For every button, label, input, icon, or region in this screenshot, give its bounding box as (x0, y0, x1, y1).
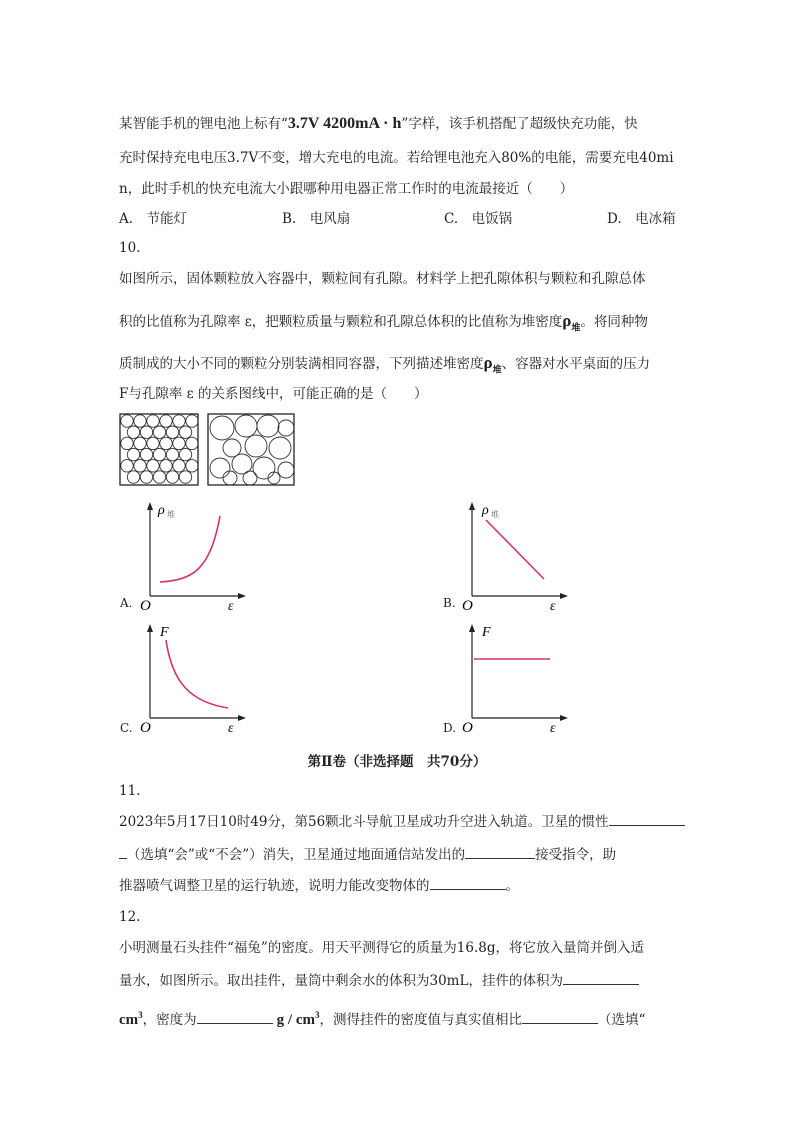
q12-line2 (119, 969, 639, 989)
rho-symbol: $\rho_堆$ (562, 311, 581, 333)
small-particle (153, 426, 165, 438)
small-particle (160, 415, 172, 427)
small-particle (160, 460, 172, 472)
unit-density: g / $cm^3$ (276, 1010, 320, 1028)
chart-a-origin: O (140, 598, 151, 612)
q11-line2 (119, 843, 616, 863)
small-particle (127, 448, 139, 460)
chart-b-line (486, 520, 544, 579)
q10-line2-post: 。将同种物 (580, 314, 648, 330)
small-particles (121, 415, 198, 483)
chart-a-x-axis: ε (228, 599, 234, 612)
chart-a-y-sub: 堆 (167, 510, 175, 519)
chart-a[interactable] (138, 500, 248, 612)
chart-a-y-axis: ρ (158, 503, 165, 518)
battery-label: 3.7V 4200mA · h (287, 115, 402, 132)
q12-line3-c: （选填“ (597, 1012, 646, 1028)
q12-blank-density[interactable] (197, 1009, 273, 1024)
q11-blank-1-cont[interactable] (119, 844, 127, 859)
small-particle (121, 415, 133, 427)
q12-line2-text: 量水，如图所示。取出挂件，量筒中剩余水的体积为30mL，挂件的体积为 (119, 973, 563, 989)
small-particle (147, 437, 159, 449)
q9-option-b[interactable]: B. 电风扇 (282, 211, 351, 227)
chart-b-label[interactable]: B. (443, 596, 456, 610)
small-particle (140, 448, 152, 460)
q10-line3 (119, 352, 650, 375)
q10-line3-post: 、容器对水平桌面的压力 (501, 356, 651, 372)
q9-line2: 充时保持充电电压3.7V不变，增大充电的电流。若给锂电池充入80%的电能，需要充电40mi (119, 150, 674, 166)
small-particle (153, 448, 165, 460)
small-particle (127, 471, 139, 483)
q12-line1: 小明测量石头挂件“福兔”的密度。用天平测得它的质量为16.8g，将它放入量筒并倒入适 (119, 940, 645, 956)
small-particle (173, 460, 185, 472)
small-particle (140, 471, 152, 483)
small-particle (166, 426, 178, 438)
q11-line2-b: 接受指令，助 (535, 847, 617, 863)
small-particle (186, 437, 198, 449)
chart-b[interactable] (460, 500, 570, 612)
small-particle (186, 415, 198, 427)
q10-number: 10. (119, 240, 141, 256)
q10-line2 (119, 310, 648, 333)
q11-blank-1[interactable] (609, 811, 685, 826)
chart-c-label[interactable]: C. (120, 721, 133, 735)
q12-blank-volume[interactable] (563, 970, 639, 985)
chart-c-origin: O (140, 720, 151, 734)
q12-blank-compare[interactable] (522, 1009, 598, 1024)
q11-blank-2[interactable] (465, 844, 535, 859)
small-particle (166, 448, 178, 460)
small-particle (173, 437, 185, 449)
q12-line3-b: ，测得挂件的密度值与真实值相比 (319, 1012, 522, 1028)
q11-number: 11. (119, 783, 141, 799)
unit-cm3: $cm^3$ (119, 1010, 143, 1028)
q9-option-d[interactable]: D. 电冰箱 (607, 211, 676, 227)
section-title: 第Ⅱ卷（非选择题 共70分） (307, 754, 487, 770)
chart-c-y-axis: F (160, 625, 169, 640)
large-particles (210, 415, 294, 485)
small-particle (160, 437, 172, 449)
rho-symbol-2: $\rho_堆$ (483, 353, 502, 375)
q12-line3 (119, 1008, 645, 1029)
q12-number: 12. (119, 909, 141, 925)
chart-b-x-axis: ε (550, 599, 556, 612)
q9-line3: n，此时手机的快充电流大小跟哪种用电器正常工作时的电流最接近（ ） (119, 181, 574, 197)
chart-d-y-axis: F (482, 625, 491, 640)
chart-b-y-sub: 堆 (491, 510, 499, 519)
small-particle (121, 437, 133, 449)
q9-line1-pre: 某智能手机的锂电池上标有 (119, 116, 281, 132)
small-particle (121, 460, 133, 472)
small-particle (127, 426, 139, 438)
q11-line1-text: 2023年5月17日10时49分，第56颗北斗导航卫星成功升空进入轨道。卫星的惯性 (119, 814, 609, 830)
chart-d-label[interactable]: D. (443, 721, 457, 735)
small-particle (134, 460, 146, 472)
chart-a-curve (160, 516, 220, 582)
q12-line3-a: ，密度为 (142, 1012, 197, 1028)
q10-line3-pre: 质制成的大小不同的颗粒分别装满相同容器，下列描述堆密度 (119, 356, 484, 372)
q10-line2-pre: 积的比值称为孔隙率 ε，把颗粒质量与颗粒和孔隙总体积的比值称为堆密度 (119, 314, 563, 330)
q11-blank-3[interactable] (430, 875, 506, 890)
q11-line3-a: 推器喷气调整卫星的运行轨迹，说明力能改变物体的 (119, 878, 430, 894)
small-particle (134, 437, 146, 449)
q11-line2-a: （选填“会”或“不会”）消失，卫星通过地面通信站发出的 (127, 847, 466, 863)
q9-option-a[interactable]: A. 节能灯 (119, 211, 188, 227)
chart-a-label[interactable]: A. (120, 596, 133, 610)
small-particle (147, 415, 159, 427)
small-particle (179, 448, 191, 460)
q9-quote-close: ” (401, 116, 409, 132)
small-particle (173, 415, 185, 427)
small-particle (153, 471, 165, 483)
small-particle (140, 426, 152, 438)
q11-line3-b: 。 (505, 878, 519, 894)
chart-c[interactable] (138, 622, 248, 734)
q11-line3 (119, 874, 519, 894)
q9-line1 (119, 112, 638, 133)
q9-option-c[interactable]: C. 电饭锅 (444, 211, 513, 227)
chart-c-curve (166, 640, 228, 708)
small-particle (186, 460, 198, 472)
small-particle (179, 471, 191, 483)
chart-c-x-axis: ε (228, 721, 234, 734)
q10-line1: 如图所示，固体颗粒放入容器中，颗粒间有孔隙。材料学上把孔隙体积与颗粒和孔隙总体 (119, 271, 646, 287)
small-particle (134, 415, 146, 427)
particle-figure (118, 412, 298, 488)
small-particle (166, 471, 178, 483)
large-particle-container (208, 414, 294, 485)
q11-line1 (119, 810, 685, 830)
chart-d[interactable] (460, 622, 570, 734)
q9-quote-open: “ (281, 116, 288, 132)
small-particle (179, 426, 191, 438)
chart-d-x-axis: ε (550, 721, 556, 734)
chart-b-origin: O (462, 598, 473, 612)
chart-b-y-axis: ρ (482, 503, 489, 518)
q9-line1-post: 字样，该手机搭配了超级快充功能，快 (408, 116, 638, 132)
q10-line4: F与孔隙率 ε 的关系图线中，可能正确的是（ ） (119, 386, 428, 402)
chart-d-origin: O (462, 720, 473, 734)
small-particle (147, 460, 159, 472)
